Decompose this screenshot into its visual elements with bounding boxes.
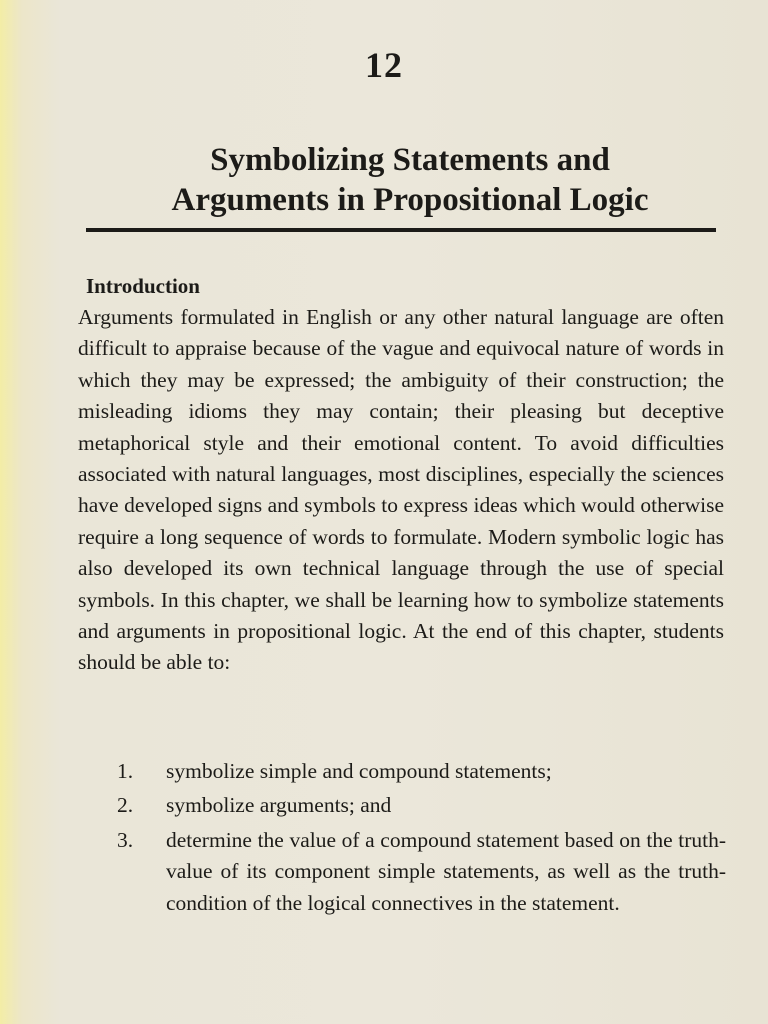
list-item-text: determine the value of a compound statement based on the truth-value of its component simple statements, as well as the truth-condition of the logical connectives in the statement.: [166, 827, 726, 915]
list-item: [0, 825, 768, 919]
list-item-number: 1.: [117, 759, 134, 783]
list-item: [0, 756, 768, 787]
chapter-title-line-1: Symbolizing Statements and: [210, 142, 610, 178]
list-item-number: 2.: [117, 793, 134, 818]
chapter-title: [90, 140, 730, 220]
chapter-title-line-2: Arguments in Propositional Logic: [171, 182, 649, 218]
introduction-paragraph: Arguments formulated in English or any other natural language are often difficult to appraise because of the vague and equivocal nature of words in which they may be expressed; the ambiguity of their construction; the misleading idioms they may contain; their pleasing but deceptive metaphorical style and their emotional content. To avoid difficulties associated with natural languages, most disciplines, especially the sciences have developed signs and symbols to express ideas which would otherwise require a long sequence of words to formulate. Modern symbolic logic has also developed its own technical language through the use of special symbols. In this chapter, we shall be learning how to symbolize statements and arguments in propositional logic. At the end of this chapter, students should be able to:: [78, 305, 724, 675]
list-item-text: symbolize arguments; and: [166, 793, 392, 818]
section-heading: Introduction: [86, 274, 200, 298]
list-item: [0, 790, 768, 821]
chapter-number: 12: [365, 45, 403, 85]
list-item-text: symbolize simple and compound statements;: [166, 759, 552, 783]
objectives-list: [0, 756, 768, 922]
list-item-number: 3.: [117, 827, 134, 852]
title-divider: [86, 228, 716, 232]
